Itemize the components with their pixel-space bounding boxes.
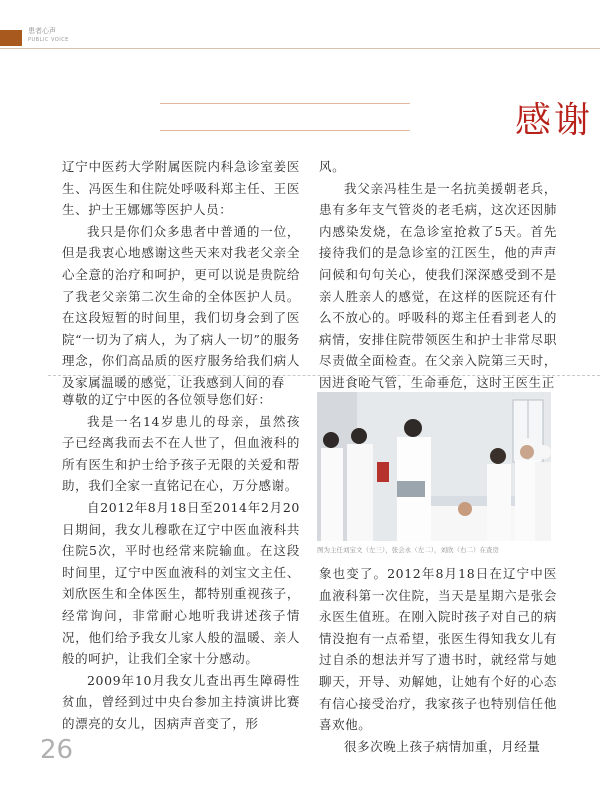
article1-paragraph: 我父亲冯桂生是一名抗美援朝老兵，患有多年支气管炎的老毛病，这次还因肺内感染发烧，在急诊室抢救了5天。首先接待我们的是急诊室的江医生，他的声声问候和句句关心，使我们深深感受到不是亲人胜亲人的感觉，在这样的医院还有什么不放心的。呼吸科的郑主任看到老人的病情，安排住院带领医生和护士非常尽职尽责做全面检查。在父亲入院第三天时，因进食呛气管，生命垂危，这时王医生正 bbox=[319, 180, 557, 390]
title-rule-bottom bbox=[160, 130, 410, 131]
article2-left-column bbox=[62, 389, 300, 735]
section-marker bbox=[0, 30, 22, 46]
article2-paragraph: 象也变了。2012年8月18日在辽宁中医血液科第一次住院，当天是星期六是张会永医生值班。在刚入院时孩子对自己的病情没抱有一点希望，张医生得知我女儿有过自杀的想法并写了遗书时，就经常与她聊天，开导、劝解她，让她有个好的心态有信心接受治疗，我家孩子也特别信任他喜欢他。 bbox=[319, 566, 557, 733]
article2-salutation: 尊敬的辽宁中医的各位领导您们好： bbox=[62, 392, 272, 407]
page-number: 26 bbox=[40, 735, 74, 765]
header-rule bbox=[0, 48, 600, 49]
section-subtitle: PUBLIC VOICE bbox=[28, 37, 69, 43]
article2-paragraph: 自2012年8月18日至2014年2月20日期间，我女儿穆歌在辽宁中医血液科共住院5次，平时也经常来院输血。在这段时间里，辽宁中医血液科的刘宝文主任、刘欣医生和全体医生，都特别重视孩子，经常询问，非常耐心地听我讲述孩子情况，他们给予我女儿家人般的温暖、亲人般的呵护，让我们全家十分感动。 bbox=[62, 499, 300, 667]
section-title: 患者心声 bbox=[28, 27, 56, 35]
article1-paragraph: 风。 bbox=[319, 159, 346, 174]
article1-salutation: 辽宁中医药大学附属医院内科急诊室姜医生、冯医生和住院处呼吸科郑主任、王医生、护士王娜娜等医护人员： bbox=[62, 159, 300, 218]
title-rule-top bbox=[160, 103, 410, 104]
article-separator bbox=[48, 375, 600, 376]
article2-right-column bbox=[319, 563, 557, 757]
article2-paragraph: 我是一名14岁患儿的母亲，虽然孩子已经离我而去不在人世了，但血液科的所有医生和护士给予孩子无限的关爱和帮助，我们全家一直铭记在心，万分感谢。 bbox=[62, 413, 300, 494]
article1-right-column bbox=[319, 156, 557, 394]
page-title: 感谢 bbox=[515, 100, 594, 141]
article1-left-column bbox=[62, 156, 300, 394]
article2-paragraph: 很多次晚上孩子病情加重，月经量 bbox=[344, 738, 541, 754]
article1-paragraph: 我只是你们众多患者中普通的一位，但是我衷心地感谢这些天来对我老父亲全心全意的治疗和呵护，更可以说是贵院给了我老父亲第二次生命的全体医护人员。在这段短暂的时间里，我们切身会到了医院“一切为了病人，为了病人一切”的服务理念，你们高品质的医疗服务给我们病人及家属温暖的感觉，让我感到人间的春 bbox=[62, 223, 300, 390]
photo-caption: 图为主任刘宝文（左三），张会永（左二），刘欣（右二）在查房 bbox=[317, 546, 499, 554]
ward-round-photo bbox=[317, 392, 551, 541]
article2-paragraph: 2009年10月我女儿查出再生障碍性贫血，曾经到过中央台参加主持演讲比赛的漂亮的女儿，因病声音变了，形 bbox=[62, 672, 300, 731]
